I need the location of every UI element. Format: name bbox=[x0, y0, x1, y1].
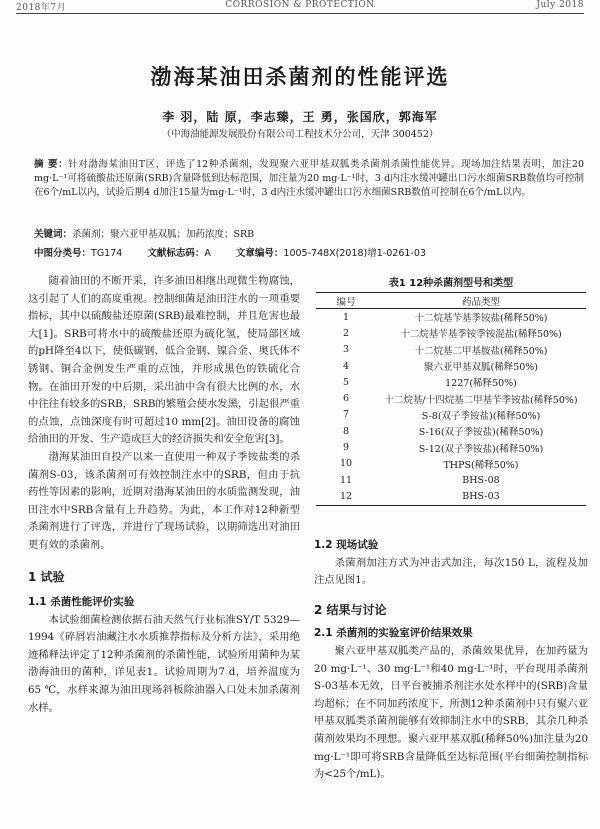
intro-paragraph-2: 渤海某油田自投产以来一直使用一种双子季铵盐类的杀菌剂S-03，该杀菌剂可有效控制注水中的SRB，但由于抗药性等因素的影响，近期对渤海某油田的水质监测发现，油田注水中SRB含量有上升趋势。为此，本工作对12种新型杀菌剂进行了评选，并进行了现场试验，以期筛选出对油田更有效的杀菌剂。 bbox=[28, 450, 300, 551]
section-1-2-paragraph: 杀菌剂加注方式为冲击式加注，每次150 L，流程及加注点见图1。 bbox=[314, 556, 588, 587]
cell-no: 9 bbox=[342, 442, 350, 454]
cell-no: 6 bbox=[342, 393, 350, 405]
abstract-label: 摘 要： bbox=[34, 159, 69, 170]
cell-no: 11 bbox=[339, 474, 353, 486]
table-row bbox=[316, 358, 586, 374]
section-1-heading: 1 试验 bbox=[28, 569, 65, 584]
cell-no: 5 bbox=[342, 376, 350, 388]
cell-name: 十二烷基/十四烷基二甲基苄季铵盐(稀释50%) bbox=[384, 394, 578, 406]
table-row bbox=[316, 456, 586, 472]
cell-no: 3 bbox=[342, 344, 350, 356]
intro-paragraph-1: 随着油田的不断开采，许多油田相继出现微生物腐蚀，这引起了人们的高度重视。控制细菌是油田注水的一项重要指标，其中以硫酸盐还原菌(SRB)最难控制，并且危害也最大[1]。SRB可将水中的硫酸盐还原为硫化氢，使局部区域的pH降至4以下，使低碳钢、低合金钢、镍合金、奥氏体不锈钢、铜合金例发生严重的点蚀，并形成黑色的铁硫化合物。在油田开发的中后期，采出油中含有很大比例的水，水中往往有较多的SRB，SRB的繁殖会使水发黑，引起很严重的点蚀，点蚀深度有时可超过10 mm[2]。油田设备的腐蚀给油田的开发、生产造成巨大的经济损失和安全危害[3]。 bbox=[28, 275, 300, 446]
table-row bbox=[316, 325, 586, 341]
cell-name: 十二烷基二甲基胺盐(稀释50%) bbox=[414, 345, 548, 357]
keywords-label: 关键词： bbox=[34, 229, 73, 240]
classification bbox=[34, 245, 594, 259]
section-2-1-paragraph: 聚六亚甲基双胍类产品的，杀菌效果优异，在加药量为20 mg·L⁻¹、30 mg·L⁻¹和40 mg·L⁻¹时，平台现用杀菌剂S-03基本无效，日平台被捕杀剂注水处水样中的(SRB)含量均超标；在不同加药浓度下，所测12种杀菌剂中只有聚六亚甲基双胍类杀菌剂能够有效抑制注水中的SRB，其余几种杀菌剂效果均不理想。聚六亚甲基双胍(稀释50%)加注量为20 mg·L⁻¹即可将SRB含量降低至达标范围(平台细菌控制指标为<25个/mL)。 bbox=[314, 644, 588, 781]
cell-no: 12 bbox=[316, 488, 376, 505]
cell-name: S-8(双子季铵盐)(稀释50%) bbox=[421, 410, 541, 422]
right-column bbox=[314, 537, 588, 784]
abstract bbox=[34, 158, 584, 200]
affiliation: （中海油能源发展股份有限公司工程技术分公司，天津 300452） bbox=[161, 129, 439, 140]
table-row bbox=[316, 488, 586, 505]
cell-name: THPS(稀释50%) bbox=[443, 459, 519, 471]
section-1-1-paragraph: 本试验细菌检测依据石油天然气行业标准SY/T 5329—1994《碎屑岩油藏注水水质推荐指标及分析方法》，采用绝迹稀释法评定了12种杀菌剂的杀菌性能，试验所用菌种为某渤海油田的菌种，详见表1。试验周期为7 d，培养温度为65 ℃，水样来源为油田现场斜板除油器入口处未加杀菌剂水样。 bbox=[28, 613, 300, 714]
table-header-name: 药品类型 bbox=[376, 293, 586, 309]
header-issue: 2018年7月 bbox=[16, 3, 67, 13]
table-1-caption: 表1 12种杀菌剂型号和类型 bbox=[388, 278, 514, 289]
cell-name: 十二烷基苄基季铵季铵混盐(稀释50%) bbox=[400, 329, 562, 341]
table-row bbox=[316, 439, 586, 455]
keywords-text: 杀菌剂；聚六亚甲基双胍；加药浓度；SRB bbox=[72, 229, 255, 240]
cell-no: 2 bbox=[342, 327, 350, 339]
section-2-heading: 2 结果与讨论 bbox=[314, 602, 387, 617]
cell-no: 10 bbox=[339, 458, 353, 470]
cell-name: 十二烷基苄基季铵盐(稀释50%) bbox=[414, 313, 548, 325]
left-column bbox=[28, 273, 300, 717]
table-row bbox=[316, 309, 586, 326]
header-date: July 2018 bbox=[536, 0, 584, 10]
doc-code: 文献标志码：A bbox=[147, 248, 211, 259]
table-row bbox=[316, 374, 586, 390]
table-row bbox=[316, 472, 586, 488]
clc-code: 中图分类号：TG174 bbox=[34, 248, 123, 259]
article-code: 文章编号：1005-748X(2018)增1-0261-03 bbox=[235, 248, 426, 259]
cell-no: 4 bbox=[342, 360, 350, 372]
cell-no: 7 bbox=[342, 409, 350, 421]
cell-name: 1227(稀释50%) bbox=[445, 378, 517, 390]
cell-name: S-12(双子季铵盐)(稀释50%) bbox=[418, 443, 544, 455]
table-1 bbox=[316, 292, 586, 506]
cell-no: 8 bbox=[342, 425, 350, 437]
section-1-2-heading: 1.2 现场试验 bbox=[314, 539, 379, 551]
header-rule bbox=[16, 13, 584, 14]
cell-name: S-16(双子季铵盐)(稀释50%) bbox=[418, 427, 544, 439]
table-row bbox=[316, 342, 586, 358]
section-1-1-heading: 1.1 杀菌性能评价实验 bbox=[28, 596, 135, 609]
cell-name: BHS-08 bbox=[462, 474, 500, 486]
table-row bbox=[316, 390, 586, 406]
cell-name: BHS-03 bbox=[376, 488, 586, 505]
author-list: 李 羽，陆 原，李志臻，王 勇，张国欣，郭海军 bbox=[162, 110, 438, 124]
header-journal: CORROSION & PROTECTION bbox=[225, 0, 375, 10]
keywords bbox=[34, 226, 584, 240]
abstract-text: 针对渤海某油田T区，评选了12种杀菌剂，发现聚六亚甲基双胍类杀菌剂杀菌性能优异。现场加注结果表明，加注20 mg·L⁻¹可将硫酸盐还原菌(SRB)含量降低到达标范围，加注量为20 mg·L⁻¹时，3 d内注水缓冲罐出口污水细菌SRB数值均可控制在6个/mL以内，试验后期4 d加注15量为mg·L⁻¹时，3 d内注水缓冲罐出口污水细菌SRB数值可控制在6个/mL以内。 bbox=[34, 159, 584, 198]
table-header-no: 编号 bbox=[316, 293, 376, 309]
cell-no: 1 bbox=[342, 311, 350, 323]
cell-name: 聚六亚甲基双胍(稀释50%) bbox=[423, 362, 539, 374]
section-2-1-heading: 2.1 杀菌剂的实验室评价结果效果 bbox=[314, 627, 473, 640]
table-row bbox=[316, 407, 586, 423]
table-row bbox=[316, 423, 586, 439]
paper-title: 渤海某油田杀菌剂的性能评选 bbox=[150, 65, 450, 89]
